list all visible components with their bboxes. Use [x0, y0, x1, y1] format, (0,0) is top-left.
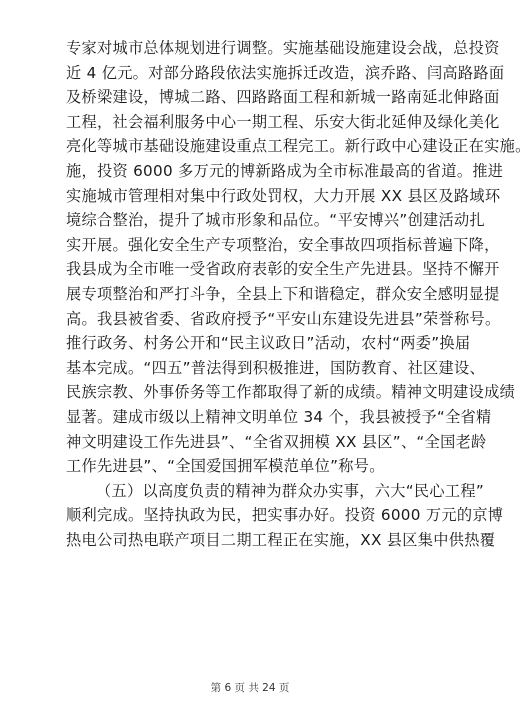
- text-line: 境综合整治，提升了城市形象和品位。“平安博兴”创建活动扎: [66, 211, 486, 230]
- page-number: 第 6 页 共 24 页: [210, 682, 290, 694]
- text-line: 专家对城市总体规划进行调整。实施基础设施建设会战，总投资: [66, 39, 500, 57]
- page-footer: [0, 680, 500, 695]
- text-line: 展专项整治和严打斗争，全县上下和谐稳定，群众安全感明显提: [66, 284, 500, 303]
- text-line: 基本完成。“四五”普法得到积极推进，国防教育、社区建设、: [66, 358, 486, 377]
- text-line: 高。我县被省委、省政府授予“平安山东建设先进县”荣誉称号。: [66, 309, 501, 328]
- text-line: 实施城市管理相对集中行政处罚权，大力开展 XX 县区及路域环: [66, 186, 501, 205]
- text-line: 施，投资 6000 多万元的博新路成为全市标准最高的省道。推进: [66, 161, 504, 180]
- text-line: 及桥梁建设，博城二路、四路路面工程和新城一路南延北伸路面: [66, 88, 500, 107]
- text-line: 显著。建成市级以上精神文明单位 34 个，我县被授予“全省精: [66, 407, 492, 426]
- text-line: 神文明建设工作先进县”、“全省双拥模 XX 县区”、“全国老龄: [66, 432, 487, 451]
- text-line: 推行政务、村务公开和“民主议政日”活动，农村“两委”换届: [66, 334, 471, 353]
- text-line: 实开展。强化安全生产专项整治，安全事故四项指标普遍下降，: [66, 235, 500, 254]
- document-body: [66, 36, 531, 552]
- text-line: 热电公司热电联产项目二期工程正在实施，XX 县区集中供热覆: [66, 530, 496, 549]
- text-line: 工程，社会福利服务中心一期工程、乐安大街北延伸及绿化美化: [66, 112, 500, 131]
- text-line: 顺利完成。坚持执政为民，把实事办好。投资 6000 万元的京博: [66, 506, 504, 525]
- text-line: 近 4 亿元。对部分路段依法实施拆迁改造，滨乔路、闫高路路面: [66, 63, 505, 82]
- text-line: 亮化等城市基础设施建设重点工程完工。新行政中心建设正在实施。: [66, 137, 531, 156]
- text-line: 工作先进县”、“全国爱国拥军模范单位”称号。: [66, 457, 385, 476]
- text-line: 我县成为全市唯一受省政府表彰的安全生产先进县。坚持不懈开: [66, 260, 500, 279]
- section-heading-line: （五）以高度负责的精神为群众办实事，六大“民心工程”: [96, 481, 485, 500]
- text-line: 民族宗教、外事侨务等工作都取得了新的成绩。精神文明建设成绩: [66, 383, 516, 402]
